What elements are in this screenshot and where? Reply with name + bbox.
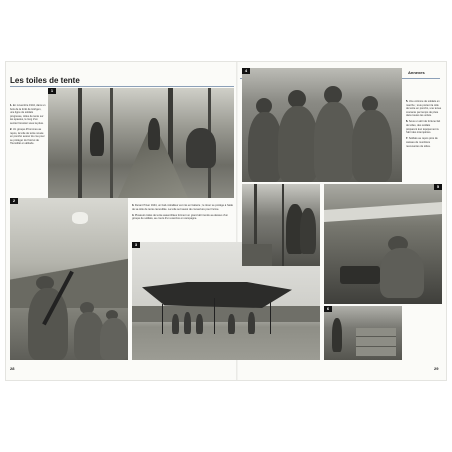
photo-number-badge: 4: [242, 68, 250, 74]
photo-forest-column: [48, 88, 234, 198]
caption-3: 3. Durant l'hiver 1944, un fusil-mitrailleur est mis en batterie ; le tireur se protège à l'aide de sa toile de tente camouflée. La toile sert aussi de couverture pour l'arme.: [132, 204, 233, 211]
caption-7: 7. Soldats au repos près de caisses de munitions recouvertes de toiles.: [406, 137, 438, 148]
section-label: Annexes: [408, 70, 425, 75]
caption-1: 1. En novembre 1944, dans un bois de la forêt de Hürtgen, une ligne de soldats progresse, toiles de tente sur les épaules, le long d'un sentier forestier sous la pluie.: [10, 104, 46, 125]
caption-column-right: [406, 100, 442, 151]
photo-machine-gunner: [10, 198, 128, 360]
chapter-title: Les toiles de tente: [10, 76, 80, 85]
caption-5: 5. Une colonne de soldats en marche ; tous portent la toile de tente en poncho, une tenue courante par temps de pluie dans toutes les unités.: [406, 100, 442, 118]
caption-4: 4. Plusieurs toiles de tente assemblées forment un grand abri tendu au-dessus d'un groupe de soldats, au cours d'un exercice en campagne.: [132, 213, 228, 221]
page-number-right: 29: [434, 366, 439, 371]
caption-column-left: [10, 104, 46, 149]
photo-number-badge: 2: [10, 198, 18, 204]
photo-woods-group: [242, 184, 320, 266]
photo-shelter: [324, 184, 442, 304]
caption-column-center: [132, 204, 236, 223]
photo-number-badge: 5: [434, 184, 442, 190]
photo-number-badge: 1: [48, 88, 56, 94]
page-number-left: 28: [10, 366, 15, 371]
photo-crates: [324, 306, 402, 360]
photo-number-badge: 6: [324, 306, 332, 312]
photo-number-badge: 3: [132, 242, 140, 248]
title-rule: [10, 86, 234, 87]
caption-6: 6. Sous un abri de fortune fait de toiles, des soldats préparent leur équipement à l'abri des intempéries.: [406, 120, 441, 135]
photo-soldiers-ponchos: [242, 68, 402, 182]
caption-2: 2. Un groupe d'hommes au repos, la toile de tente nouée en poncho autour du cou pour se protéger du froid et de l'humidité en altitude.: [10, 128, 45, 146]
